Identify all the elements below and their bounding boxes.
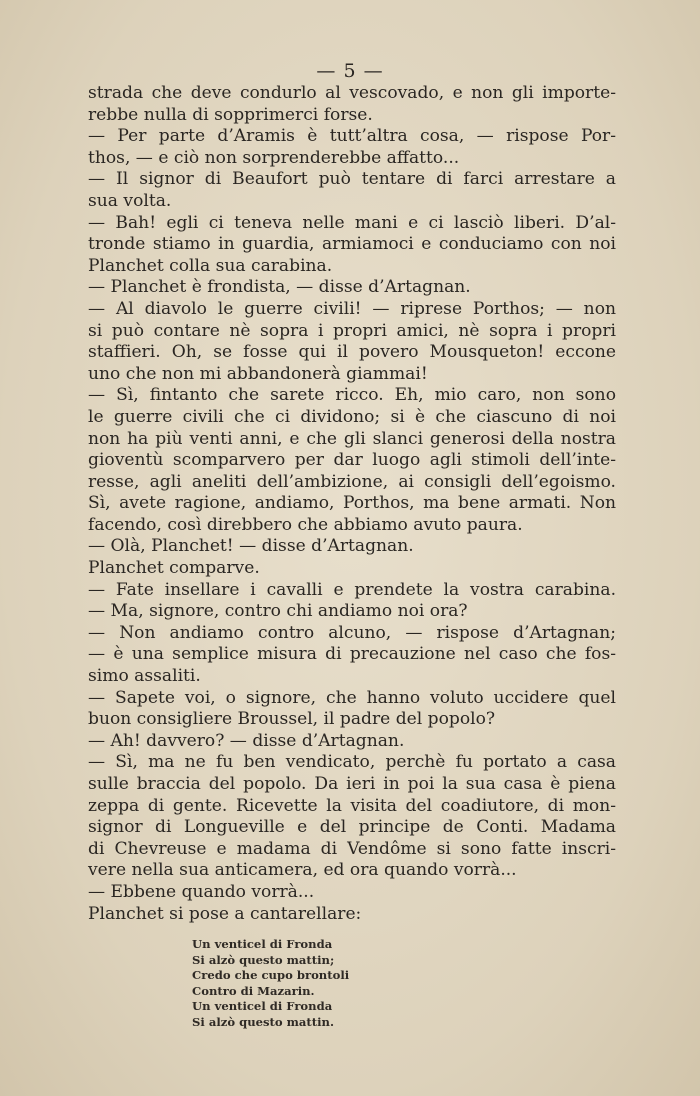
- text-line: sua volta.: [88, 190, 172, 211]
- page-number: — 5 —: [316, 60, 384, 82]
- text-line: zeppa di gente. Ricevette la visita del coadiutore, di mon-: [88, 795, 616, 816]
- text-line: resse, agli aneliti dell’ambizione, ai consigli dell’egoismo.: [88, 471, 616, 492]
- text-line: — Sì, fintanto che sarete ricco. Eh, mio caro, non sono: [88, 385, 616, 406]
- song-verse: [192, 937, 349, 1031]
- text-line: — Per parte d’Aramis è tutt’altra cosa, — rispose Por-: [88, 126, 616, 147]
- text-line: Planchet colla sua carabina.: [88, 255, 333, 276]
- text-line: gioventù scomparvero per dar luogo agli stimoli dell’inte-: [88, 450, 616, 471]
- verse-line: Credo che cupo brontoli: [192, 968, 350, 983]
- text-line: le guerre civili che ci dividono; si è che ciascuno di noi: [88, 406, 616, 427]
- text-line: Planchet comparve.: [88, 558, 260, 579]
- text-line: — Fate insellare i cavalli e prendete la vostra carabina.: [88, 579, 616, 600]
- text-line: — Planchet è frondista, — disse d’Artagnan.: [88, 277, 471, 298]
- text-line: sulle braccia del popolo. Da ieri in poi la sua casa è piena: [88, 774, 616, 794]
- text-line: vere nella sua anticamera, ed ora quando vorrà...: [88, 860, 517, 881]
- text-line: — Al diavolo le guerre civili! — riprese Porthos; — non: [88, 298, 616, 319]
- verse-line: Un venticel di Fronda: [192, 937, 333, 951]
- text-line: — Ma, signore, contro chi andiamo noi ora?: [88, 601, 468, 622]
- text-line: — Ah! davvero? — disse d’Artagnan.: [88, 730, 405, 751]
- verse-line: Un venticel di Fronda: [192, 999, 333, 1014]
- text-line: di Chevreuse e madama di Vendôme si sono fatte inscri-: [88, 838, 616, 859]
- text-line: buon consigliere Broussel, il padre del popolo?: [88, 709, 496, 730]
- text-line: — Ebbene quando vorrà...: [88, 881, 315, 902]
- text-line: si può contare nè sopra i propri amici, nè sopra i propri: [88, 320, 616, 341]
- text-line: facendo, così direbbero che abbiamo avuto paura.: [88, 514, 523, 535]
- text-line: Sì, avete ragione, andiamo, Porthos, ma bene armati. Non: [88, 493, 616, 514]
- text-line: — Sapete voi, o signore, che hanno voluto uccidere quel: [88, 687, 616, 708]
- text-line: strada che deve condurlo al vescovado, e non gli importe-: [88, 83, 616, 103]
- verse-line: Si alzò questo mattin.: [192, 1014, 335, 1029]
- text-line: signor di Longueville e del principe de Conti. Madama: [88, 817, 616, 838]
- verse-line: Contro di Mazarin.: [192, 983, 315, 998]
- text-line: simo assaliti.: [88, 666, 201, 687]
- text-line: — è una semplice misura di precauzione nel caso che fos-: [88, 644, 616, 665]
- text-line: tronde stiamo in guardia, armiamoci e conduciamo con noi: [88, 234, 616, 255]
- verse-line: Si alzò questo mattin;: [192, 952, 335, 967]
- text-line: staffieri. Oh, se fosse qui il povero Mousqueton! eccone: [88, 342, 616, 363]
- text-line: rebbe nulla di sopprimerci forse.: [88, 104, 373, 125]
- text-line: thos, — e ciò non sorprenderebbe affatto...: [88, 147, 460, 168]
- text-line: — Non andiamo contro alcuno, — rispose d’Artagnan;: [88, 622, 616, 643]
- text-line: — Il signor di Beaufort può tentare di farci arrestare a: [88, 169, 616, 190]
- text-line: — Bah! egli ci teneva nelle mani e ci lasciò liberi. D’al-: [88, 212, 616, 233]
- text-line: uno che non mi abbandonerà giammai!: [88, 363, 428, 384]
- text-line: non ha più venti anni, e che gli slanci generosi della nostra: [88, 428, 616, 449]
- text-line: — Olà, Planchet! — disse d’Artagnan.: [88, 536, 414, 557]
- text-line: Planchet si pose a cantarellare:: [88, 903, 362, 924]
- text-line: — Sì, ma ne fu ben vendicato, perchè fu portato a casa: [88, 752, 616, 773]
- body-text: [88, 83, 616, 925]
